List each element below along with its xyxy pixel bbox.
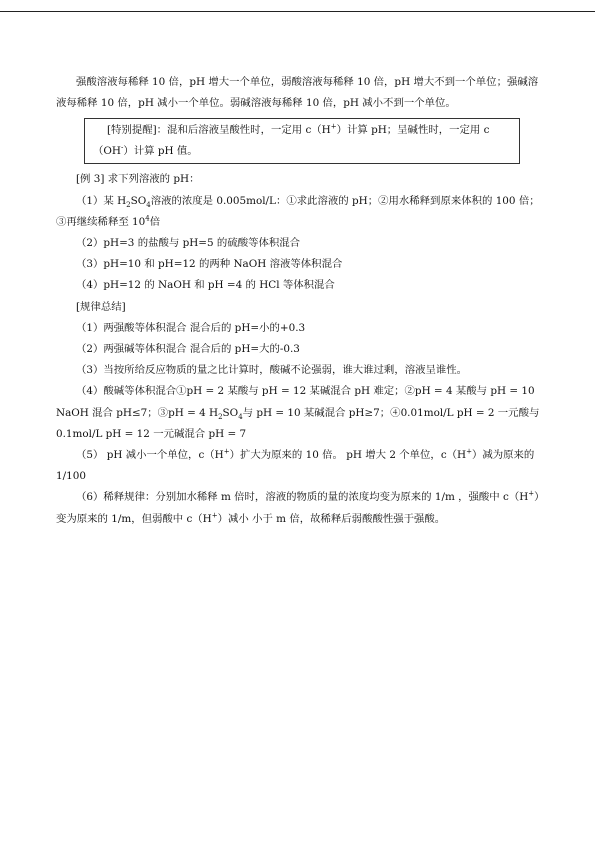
special-tip-text: [特别提醒]：混和后溶液呈酸性时，一定用 c（H+）计算 pH；呈碱性时，一定用 c（OH-）计算 pH 值。 [93, 122, 490, 158]
example-heading: [例 3] 求下列溶液的 pH： [76, 173, 200, 186]
summary-heading: [规律总结] [76, 300, 126, 313]
special-tip-box [84, 118, 520, 164]
summary-rule-4: （4）酸碱等体积混合①pH = 2 某酸与 pH = 12 某碱混合 pH 难定；②pH = 4 某酸与 pH = 10 NaOH 混合 pH≤7；③pH = 4 $H_2SO_4$与 pH = 10 某碱混合 pH≥7；④0.01mol/L pH = 2 一元酸与 0.1mol/L pH = 12 一元碱混合 pH = 7 [56, 385, 540, 440]
example-question-1: （1）某 $H_2SO_4$溶液的浓度是 0.005mol/L：①求此溶液的 pH；②用水稀释到原来体积的 100 倍；③再继续稀释至 $10^4$倍 [56, 194, 540, 228]
intro-paragraph: 强酸溶液每稀释 10 倍，pH 增大一个单位，弱酸溶液每稀释 10 倍，pH 增大不到一个单位；强碱溶液每稀释 10 倍，pH 减小一个单位。弱碱溶液每稀释 10 倍，pH 减小不到一个单位。 [56, 76, 539, 110]
header-rule [0, 11, 595, 12]
summary-rule-3: （3）当按所给反应物质的量之比计算时，酸碱不论强弱，谁大谁过剩，溶液呈谁性。 [76, 364, 468, 377]
document-body [56, 72, 543, 530]
example-question-2: （2）pH=3 的盐酸与 pH=5 的硫酸等体积混合 [76, 237, 301, 250]
summary-rule-2: （2）两强碱等体积混合 混合后的 pH=大的-0.3 [76, 343, 300, 356]
summary-rule-6: （6）稀释规律：分别加水稀释 m 倍时，溶液的物质的量的浓度均变为原来的 1/m ，强酸中 c（H+）变为原来的 1/m，但弱酸中 c（H+）减小 小于 m 倍，故稀释后弱酸酸性强于强酸。 [56, 489, 540, 525]
example-question-4: （4）pH=12 的 NaOH 和 pH =4 的 HCl 等体积混合 [76, 279, 335, 292]
summary-rule-5: （5） pH 减小一个单位，c（H+）扩大为原来的 10 倍。 pH 增大 2 个单位，c（H+）减为原来的 1/100 [56, 447, 535, 483]
summary-rule-1: （1）两强酸等体积混合 混合后的 pH=小的+0.3 [76, 321, 306, 334]
example-question-3: （3）pH=10 和 pH=12 的两种 NaOH 溶液等体积混合 [76, 258, 343, 271]
